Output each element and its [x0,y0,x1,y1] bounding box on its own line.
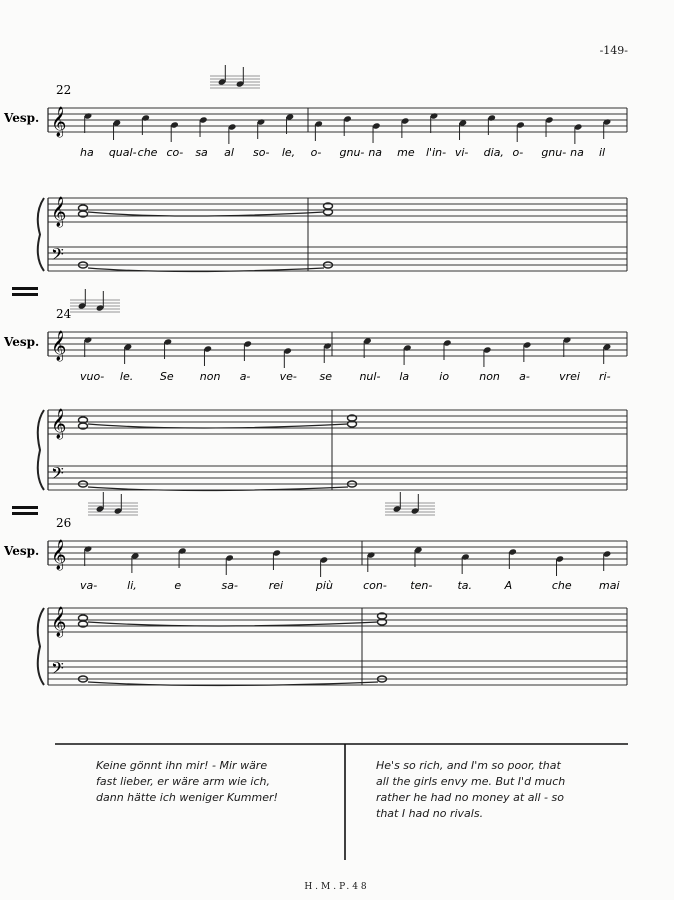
lyric-syllable: non [479,370,500,383]
treble-clef: 𝄞 [51,107,67,137]
lyric-syllable: l'in- [426,146,447,159]
german-line: Keine gönnt ihn mir! - Mir wäre [96,759,268,772]
tie [88,424,348,428]
bass-clef: 𝄢 [51,658,64,682]
lyric-syllable: al [224,146,234,159]
lyric-syllable: non [199,370,221,383]
treble-clef: 𝄞 [51,540,67,570]
bass-clef: 𝄢 [51,244,64,268]
german-line: dann hätte ich weniger Kummer! [96,791,278,804]
lyric-syllable: che [137,146,158,159]
treble-clef: 𝄞 [51,409,67,439]
lyric-syllable: a- [239,370,251,383]
lyric-syllable: o- [512,146,524,159]
german-translation [96,758,346,806]
lyric-syllable: vrei [559,370,580,383]
lyric-syllable: mai [599,579,620,592]
treble-clef: 𝄞 [51,197,67,227]
system-separator [12,293,38,296]
lyric-syllable: se [319,370,333,383]
lyric-syllable: ta. [457,579,473,592]
measure-number: 26 [56,516,72,530]
lyric-syllable: le. [119,370,134,383]
voice-label: Vesp. [4,544,40,558]
tie [88,212,324,216]
lyric-syllable: le, [281,146,296,159]
lyric-syllable: gnu- [339,146,365,159]
lyric-syllable: ve- [279,370,297,383]
lyric-syllable: a- [519,370,530,383]
lyric-syllable: dia, [483,146,504,159]
system-separator [12,287,38,290]
lyric-syllable: vuo- [80,370,105,383]
lyric-syllable: qual- [108,146,137,159]
lyric-syllable: ten- [410,579,433,592]
english-line: that I had no rivals. [376,807,484,820]
system-separator [12,506,38,509]
english-line: all the girls envy me. But I'd much [376,775,566,788]
lyric-syllable: ri- [599,370,611,383]
page-number: -149- [599,44,628,57]
bass-clef: 𝄢 [51,463,64,487]
lyric-syllable: co- [166,146,184,159]
system-separator [12,512,38,515]
lyric-syllable: e [174,579,182,592]
english-translation [376,758,626,822]
lyric-syllable: rei [268,579,284,592]
lyric-syllable: me [397,146,415,159]
piano-brace [38,198,44,271]
measure-number: 24 [56,307,72,321]
lyric-syllable: ha [80,146,94,159]
tie [88,622,378,626]
voice-label: Vesp. [4,111,40,125]
treble-clef: 𝄞 [51,331,67,361]
lyric-syllable: il [599,146,606,159]
lyric-syllable: io [439,370,450,383]
publisher-footer: H.M.P.48 [304,882,370,892]
lyric-syllable: so- [253,146,270,159]
measure-number: 22 [56,83,72,97]
piano-brace [38,608,44,685]
english-line: He's so rich, and I'm so poor, that [376,759,561,772]
german-line: fast lieber, er wäre arm wie ich, [96,775,270,788]
lyric-syllable: A [504,579,513,592]
lyric-syllable: sa [195,146,208,159]
voice-label: Vesp. [4,335,40,349]
lyric-syllable: li, [127,579,137,592]
treble-clef: 𝄞 [51,607,67,637]
lyric-syllable: vi- [454,146,469,159]
lyric-syllable: più [315,579,333,592]
lyric-syllable: o- [310,146,322,159]
lyric-syllable: na [368,146,383,159]
lyric-syllable: na [570,146,584,159]
piano-brace [38,410,44,490]
lyric-syllable: nul- [359,370,381,383]
english-line: rather he had no money at all - so [376,791,564,804]
lyric-syllable: Se [159,370,174,383]
lyric-syllable: con- [363,579,387,592]
lyric-syllable: va- [80,579,98,592]
lyric-syllable: sa- [221,579,238,592]
lyric-syllable: la [399,370,410,383]
lyric-syllable: gnu- [541,146,567,159]
lyric-syllable: che [551,579,572,592]
